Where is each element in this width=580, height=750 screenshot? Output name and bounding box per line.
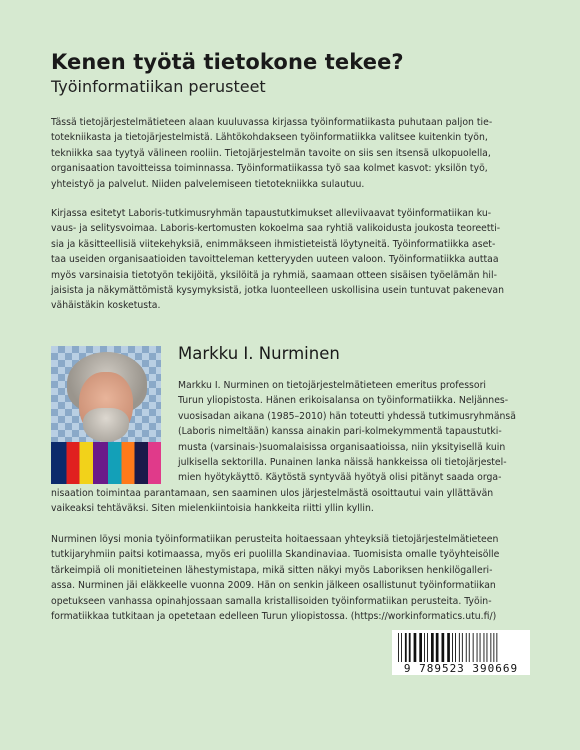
text-line: Nurminen löysi monia työinformatiikan perusteita hoitaessaan yhteyksiä tietojärjestelmätieteen xyxy=(51,534,499,545)
barcode-bar xyxy=(436,633,439,665)
barcode-bar xyxy=(405,633,407,665)
barcode-bar xyxy=(427,633,428,665)
text-line: Tässä tietojärjestelmätieteen alaan kuuluvassa kirjassa työinformatiikasta puhutaan paljon tie- xyxy=(51,117,493,128)
barcode-bar xyxy=(459,633,460,665)
author-photo xyxy=(51,346,161,484)
text-line: opetukseen vanhassa opinahjossaan samalla kristallisoiden työinformatiikan perusteita. Työin- xyxy=(51,595,492,607)
photo-shirt xyxy=(51,442,161,484)
barcode-bar xyxy=(473,633,474,665)
text-line: Markku I. Nurminen on tietojärjestelmätieteen emeritus professori xyxy=(178,380,486,391)
barcode-bar xyxy=(424,633,425,665)
text-line: vähäistäkin kosketusta. xyxy=(51,300,161,312)
barcode-bar xyxy=(398,633,399,665)
text-line: myös varsinaisia tietotyön tekijöitä, yksilöitä ja ryhmiä, saamaan otteen sisäisen työelämän hil- xyxy=(51,269,497,281)
barcode-bar xyxy=(455,633,456,665)
intro-paragraph xyxy=(51,115,531,192)
text-line: assa. Nurminen jäi eläkkeelle vuonna 2009. Hän on senkin jälkeen osallistunut työinformatiikan xyxy=(51,580,496,592)
barcode-bar xyxy=(490,633,491,665)
barcode-bar xyxy=(469,633,470,665)
barcode-bar xyxy=(466,633,467,665)
barcode-bar xyxy=(431,633,434,665)
text-line: tärkeimpiä oli monitieteinen lähestymistapa, mikä sitten näkyi myös Laboriksen henkilögalleri- xyxy=(51,564,493,576)
text-line: organisaation tavoitteissa toiminnassa. Työinformatiikassa työ saa kolmet kasvot: yksilön työ, xyxy=(51,163,488,175)
barcode xyxy=(396,633,526,665)
text-line: (Laboris nimeltään) kanssa ainakin pari-kolmekymmentä tapaustutki- xyxy=(178,426,502,438)
text-line: yhteistyö ja palvelut. Niiden palvelemiseen tietotekniikka sulautuu. xyxy=(51,178,365,190)
text-line: vaikeaksi tehtäväksi. Siten mielenkiintoisia hankkeita riitti yllin kyllin. xyxy=(51,503,374,515)
barcode-bar xyxy=(462,633,463,665)
text-line: vaus- ja selitysvoimaa. Laboris-kertomusten kokoelma saa ryhtiä valikoidusta joukosta teoreetti- xyxy=(51,223,501,235)
book-subtitle: Työinformatiikan perusteet xyxy=(51,77,266,96)
closing-paragraph xyxy=(51,532,531,624)
text-line: taa useiden organisaatioiden tavoitteleman ketteryyden uuteen valoon. Työinformatiikka auttaa xyxy=(51,254,499,266)
text-line: totekniikasta ja tietojärjestelmistä. Lähtökohdakseen työinformatiikka valitsee kuitenkin työn, xyxy=(51,132,488,144)
photo-beard xyxy=(83,408,129,442)
isbn-number: 9 789523 390669 xyxy=(392,662,530,675)
barcode-bar xyxy=(452,633,453,665)
barcode-bar xyxy=(493,633,494,665)
author-bio xyxy=(51,378,534,517)
text-line: sia ja käsitteellisiä viitekehyksiä, enimmäkseen ihmistieteistä löytyneitä. Työinformatiikka aset- xyxy=(51,238,496,250)
text-line: vuosisadan aikana (1985–2010) hän toteutti yhdessä tutkimusryhmänsä xyxy=(178,410,516,422)
text-line: julkisella sektorilla. Punainen lanka näissä hankkeissa oli tietojärjestel- xyxy=(178,457,507,469)
barcode-bar xyxy=(442,633,445,665)
barcode-bar xyxy=(401,633,402,665)
research-paragraph xyxy=(51,206,531,314)
author-name: Markku I. Nurminen xyxy=(178,344,340,363)
barcode-bar xyxy=(419,633,422,665)
book-title: Kenen työtä tietokone tekee? xyxy=(51,50,404,74)
text-line: Kirjassa esitetyt Laboris-tutkimusryhmän tapaustutkimukset alleviivaavat työinformatiikan ku- xyxy=(51,208,492,219)
barcode-bar xyxy=(487,633,488,665)
text-line: jaisista ja näkymättömistä kysymyksistä, jotka luonteelleen uskollisina usein tuntuvat pakenevan xyxy=(51,285,504,297)
barcode-bar xyxy=(477,633,478,665)
text-line: nisaation toimintaa parantamaan, sen saaminen ulos järjestelmästä osoittautui vain yllättävän xyxy=(51,487,494,499)
text-line: tutkijaryhmiin paitsi kotimaassa, myös eri puolilla Skandinaviaa. Tuomisista omalle työyhteisölle xyxy=(51,549,500,561)
text-line: formatiikkaa tutkitaan ja opetetaan edelleen Turun yliopistossa. (https://workinformatics.utu.fi/) xyxy=(51,611,497,623)
text-line: mien hyötykäyttö. Käytöstä syntyvää hyötyä olisi pitänyt saada orga- xyxy=(178,472,502,484)
text-line: musta (varsinais-)suomalaisissa organisaatioissa, niin yksityisellä kuin xyxy=(178,441,506,453)
barcode-bar xyxy=(409,633,411,665)
barcode-bar xyxy=(447,633,450,665)
barcode-bar xyxy=(414,633,417,665)
barcode-bar xyxy=(480,633,481,665)
barcode-bar xyxy=(484,633,485,665)
text-line: tekniikka saa tyytyä välineen rooliin. Tietojärjestelmän tavoite on siis sen itsensä ulkopuolella, xyxy=(51,147,491,159)
text-line: Turun yliopistosta. Hänen erikoisalansa on työinformatiikka. Neljännes- xyxy=(178,395,509,407)
barcode-bar xyxy=(496,633,497,665)
